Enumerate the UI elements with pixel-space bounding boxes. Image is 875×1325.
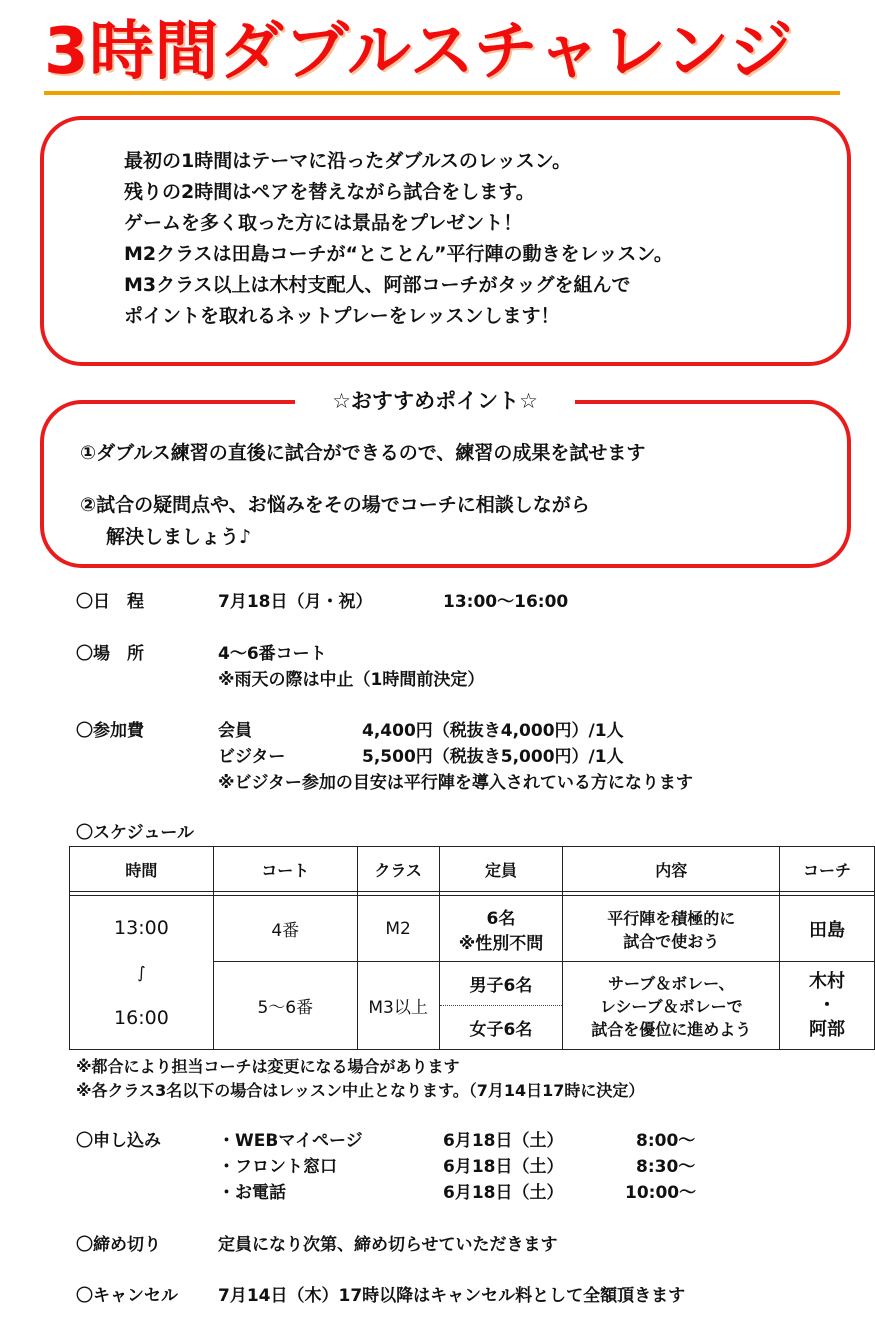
capacity-cell [439,896,563,962]
coach-text: 木村 [809,970,846,992]
recommend-heading: ☆おすすめポイント☆ [295,384,575,418]
intro-box [40,116,851,366]
note-coach-change: ※都合により担当コーチは変更になる場合があります [76,1057,460,1076]
time-start: 13:00 [114,916,169,939]
fee-note: ※ビジター参加の目安は平行陣を導入されている方になります [218,773,693,793]
capacity-text: ※性別不問 [458,933,544,954]
time-cell [70,896,214,1050]
apply-time: 8:30～ [636,1157,696,1177]
coach-text: 阿部 [809,1018,846,1040]
cancel-label: 〇キャンセル [76,1286,178,1306]
table-header: コート [213,847,357,892]
place-label: 〇場 所 [76,644,144,664]
apply-label: 〇申し込み [76,1131,161,1151]
content-text: 試合で使おう [623,931,720,951]
content-text: レシーブ＆ボレーで [599,997,743,1016]
apply-date: 6月18日（土） [443,1183,564,1203]
deadline-label: 〇締め切り [76,1235,161,1255]
apply-time: 10:00～ [625,1183,697,1203]
table-header: 内容 [563,847,780,892]
coach-cell [780,962,875,1050]
schedule-table [69,846,875,1050]
fee-member-label: 会員 [218,721,252,741]
apply-time: 8:00～ [636,1131,696,1151]
content-text: サーブ＆ボレー、 [607,974,735,993]
apply-method: ・お電話 [218,1183,286,1203]
table-row [70,896,875,962]
page-title: 3時間ダブルスチャレンジ [44,15,794,89]
capacity-cell: 男子6名 [439,962,563,1006]
content-cell [563,896,780,962]
note-min-participants: ※各クラス3名以下の場合はレッスン中止となります。（7月14日17時に決定） [76,1081,645,1100]
table-header: クラス [357,847,439,892]
intro-line: M3クラス以上は木村支配人、阿部コーチがタッグを組んで [124,274,631,296]
apply-date: 6月18日（土） [443,1131,564,1151]
recommend-box [40,400,851,568]
apply-method: ・WEBマイページ [218,1131,363,1151]
place-note: ※雨天の際は中止（1時間前決定） [218,670,485,690]
time-separator: ∫ [137,962,146,982]
fee-visitor-label: ビジター [218,747,286,767]
fee-visitor-value: 5,500円（税抜き5,000円）/1人 [362,747,624,767]
class-cell: M3以上 [357,962,439,1050]
coach-cell: 田島 [780,896,875,962]
recommend-point-1: ①ダブルス練習の直後に試合ができるので、練習の成果を試せます [80,442,646,464]
content-text: 試合を優位に進めよう [591,1020,752,1039]
fee-label: 〇参加費 [76,721,144,741]
recommend-point-2: ②試合の疑問点や、お悩みをその場でコーチに相談しながら [80,494,590,516]
deadline-value: 定員になり次第、締め切らせていただきます [218,1235,558,1255]
schedule-time: 13:00～16:00 [443,592,569,612]
content-text: 平行陣を積極的に [607,908,736,928]
schedule-table-label: 〇スケジュール [76,823,194,843]
coach-text: ・ [818,994,837,1016]
time-end: 16:00 [114,1006,169,1029]
court-cell: 4番 [213,896,357,962]
intro-line: ポイントを取れるネットプレーをレッスンします！ [124,305,560,327]
capacity-cell: 女子6名 [439,1006,563,1050]
table-header: 時間 [70,847,214,892]
apply-date: 6月18日（土） [443,1157,564,1177]
table-header: コーチ [780,847,875,892]
schedule-date: 7月18日（月・祝） [218,592,373,612]
intro-line: ゲームを多く取った方には景品をプレゼント！ [124,212,523,234]
title-underline [44,91,840,95]
cancel-value: 7月14日（木）17時以降はキャンセル料として全額頂きます [218,1286,686,1306]
fee-member-value: 4,400円（税抜き4,000円）/1人 [362,721,624,741]
intro-line: M2クラスは田島コーチが“とことん”平行陣の動きをレッスン。 [124,243,673,265]
intro-line: 最初の1時間はテーマに沿ったダブルスのレッスン。 [124,150,572,172]
recommend-point-2-cont: 解決しましょう♪ [106,526,252,548]
table-header-row [70,847,875,892]
intro-line: 残りの2時間はペアを替えながら試合をします。 [124,181,535,203]
place-value: 4～6番コート [218,644,327,664]
schedule-label: 〇日 程 [76,592,144,612]
class-cell: M2 [357,896,439,962]
apply-method: ・フロント窓口 [218,1157,337,1177]
content-cell [563,962,780,1050]
court-cell: 5～6番 [213,962,357,1050]
capacity-text: 6名 [486,908,516,929]
table-header: 定員 [439,847,563,892]
